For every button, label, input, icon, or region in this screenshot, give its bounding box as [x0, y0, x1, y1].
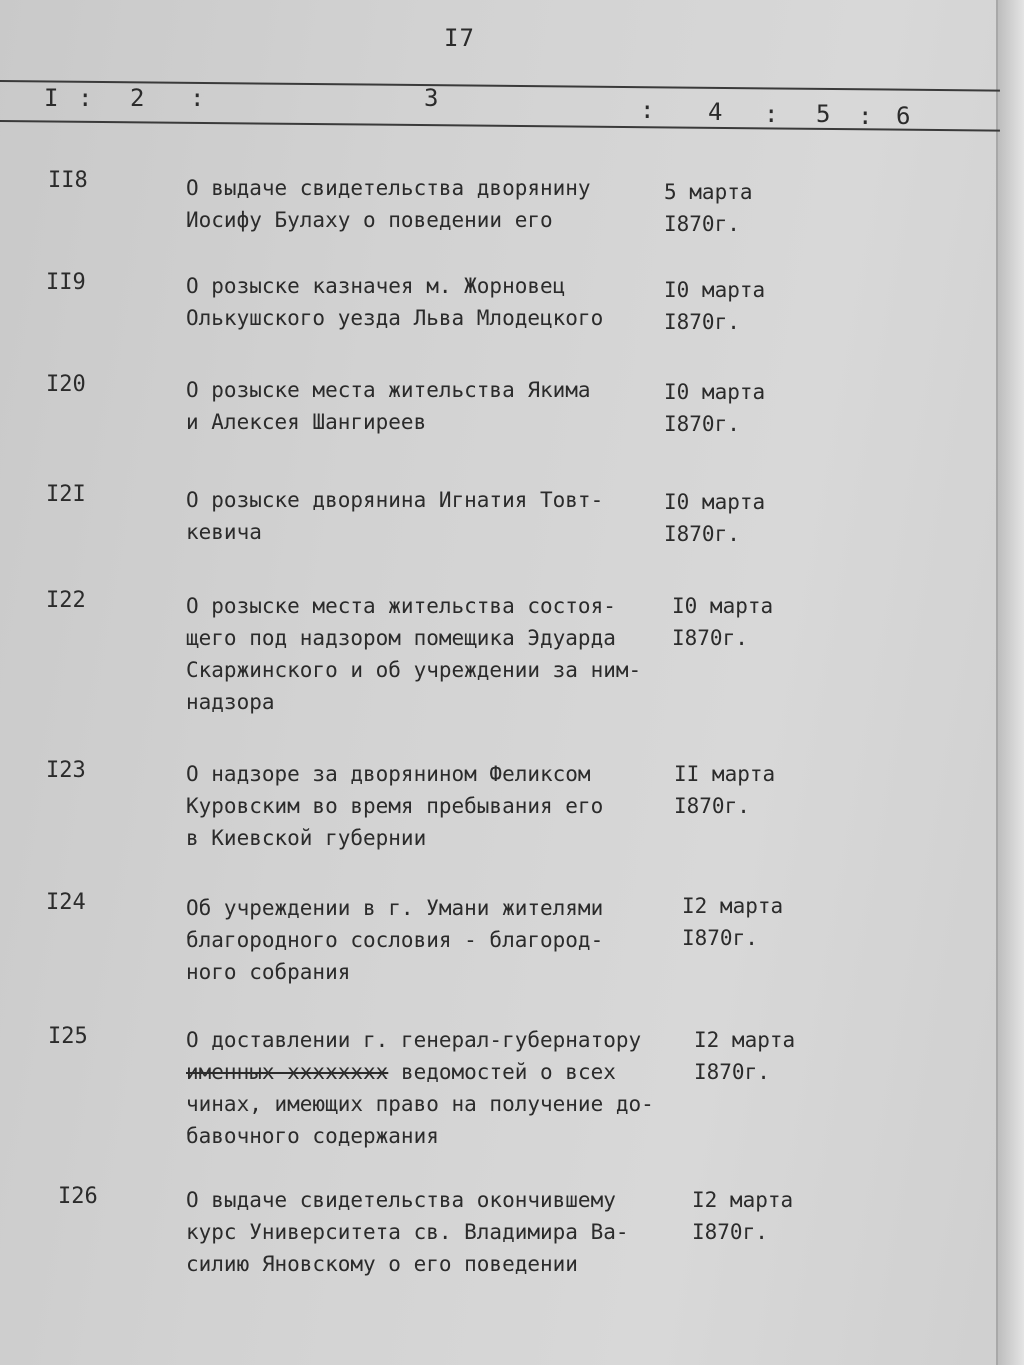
- entry-description-line: [186, 1060, 654, 1148]
- entry-description-line: О доставлении г. генерал-губернатору: [186, 1028, 642, 1052]
- entry-number: I24: [46, 890, 86, 915]
- entry-number: I23: [46, 758, 86, 783]
- entry-number: II9: [46, 270, 86, 295]
- entry-number: I22: [46, 588, 86, 613]
- entry-date: 5 марта I870г.: [664, 180, 753, 236]
- entry-number: I25: [48, 1024, 88, 1049]
- entry-date: I0 марта I870г.: [664, 380, 766, 436]
- entry-description: О выдаче свидетельства дворянину Иосифу Булаху о поведении его: [186, 176, 591, 232]
- column-separator: :: [764, 100, 779, 128]
- entry-description: О надзоре за дворянином Феликсом Куровским во время пребывания его в Киевской губернии: [186, 762, 604, 850]
- entry-description: О розыске места жительства Якима и Алексея Шангиреев: [186, 378, 591, 434]
- entry-description-rest: ведомостей о всех чинах, имеющих право на получение до- бавочного содержания: [186, 1060, 654, 1148]
- entry-description: О розыске казначея м. Жорновец Олькушского уезда Льва Млодецкого: [186, 274, 604, 330]
- column-header: 2: [130, 84, 145, 112]
- column-header: 3: [424, 84, 439, 112]
- column-header: I: [44, 84, 59, 112]
- entry-description: О розыске дворянина Игнатия Товт- кевича: [186, 488, 604, 544]
- entry-number: II8: [48, 168, 88, 193]
- struck-out-text: именных xxxxxxxx: [186, 1060, 389, 1084]
- column-separator: :: [858, 102, 873, 130]
- entry-number: I20: [46, 372, 86, 397]
- column-header: 4: [708, 98, 723, 126]
- entry-description: О выдаче свидетельства окончившему курс Университета св. Владимира Ва- силию Яновскому о его поведении: [186, 1188, 629, 1276]
- entry-date: I0 марта I870г.: [664, 490, 766, 546]
- column-separator: :: [640, 96, 655, 124]
- header-rule-bottom: [0, 120, 1000, 132]
- column-separator: :: [190, 84, 205, 112]
- column-separator: :: [78, 84, 93, 112]
- entry-date: I0 марта I870г.: [664, 278, 766, 334]
- entry-description: О розыске места жительства состоя- щего под надзором помещика Эдуарда Скаржинского и об учреждении за ним- надзора: [186, 594, 642, 714]
- entry-date: I0 марта I870г.: [672, 594, 774, 650]
- entry-date: I2 марта I870г.: [694, 1028, 796, 1084]
- entry-date: I2 марта I870г.: [682, 894, 784, 950]
- entry-date: I2 марта I870г.: [692, 1188, 794, 1244]
- column-header: 5: [816, 100, 831, 128]
- entry-description: [186, 1024, 706, 1152]
- header-rule-top: [0, 80, 1000, 92]
- page-edge: [996, 0, 1024, 1365]
- entry-date: II марта I870г.: [674, 762, 776, 818]
- entry-number: I26: [58, 1184, 98, 1209]
- entry-description: Об учреждении в г. Умани жителями благородного сословия - благород- ного собрания: [186, 896, 604, 984]
- page-number: I7: [444, 24, 475, 52]
- column-header: 6: [896, 102, 911, 130]
- entry-number: I2I: [46, 482, 86, 507]
